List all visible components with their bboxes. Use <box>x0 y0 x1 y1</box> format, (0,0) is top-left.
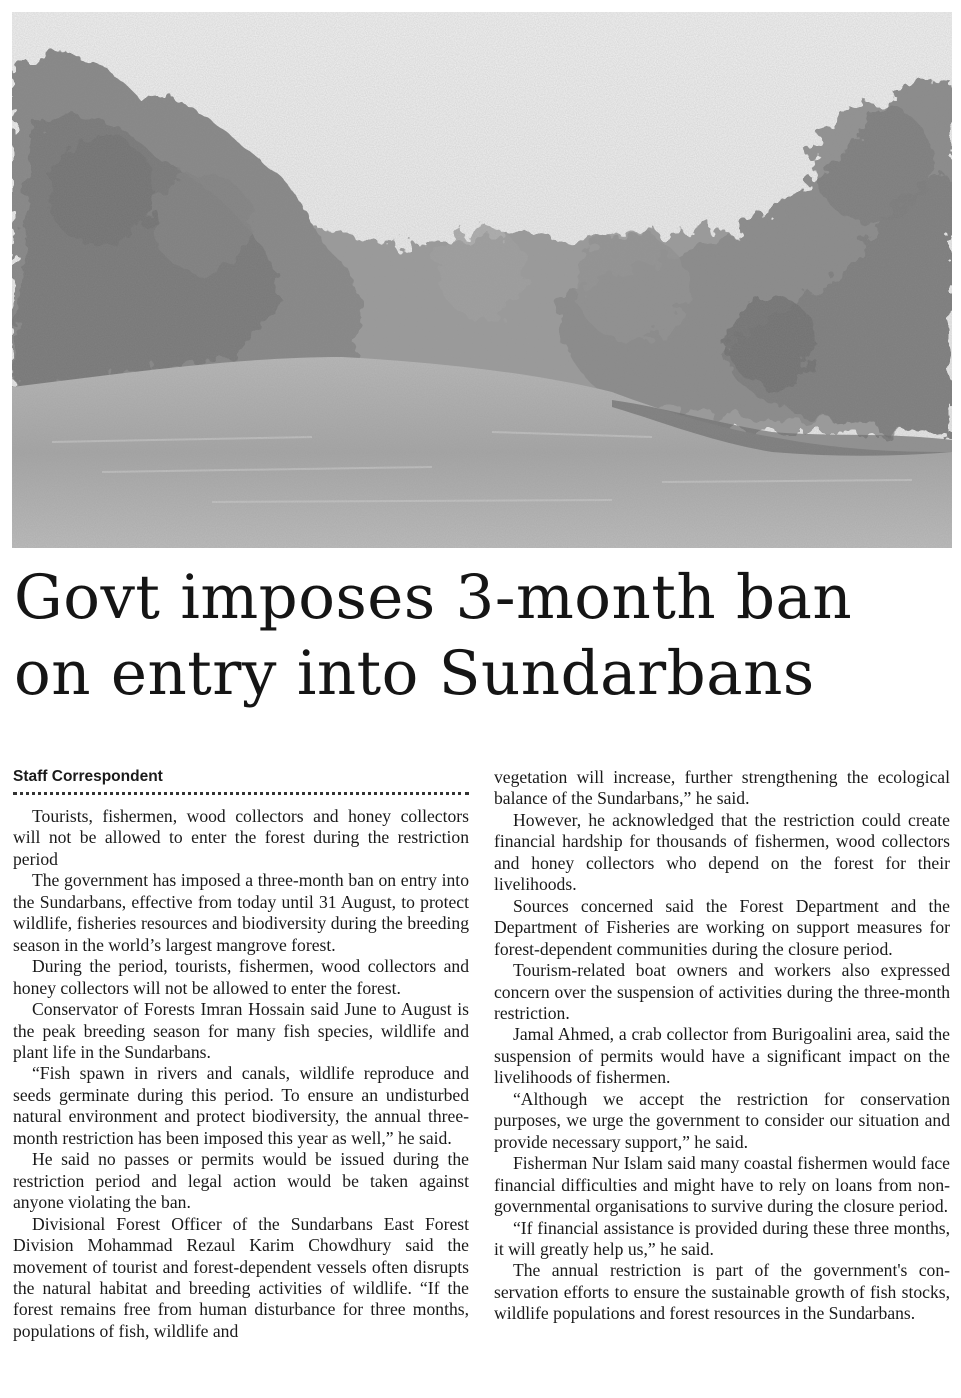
paragraph: However, he acknowledged that the restriction could create financial hardship for thousands of fishermen, wood collectors and honey collectors who depend on the forest for their livelihoods. <box>494 809 950 895</box>
article-column-left <box>13 767 469 1392</box>
paragraph: Jamal Ahmed, a crab collector from Burigoalini area, said the suspension of permits would have a significant impact on the livelihoods of fishermen. <box>494 1024 950 1088</box>
headline: Govt imposes 3-month ban on entry into Sundarbans <box>14 562 853 709</box>
paragraph: Tourism-related boat owners and workers also expressed concern over the suspension of activities during the three-month restriction. <box>494 960 950 1023</box>
paragraph: Fisherman Nur Islam said many coastal fishermen would face financial difficulties and might have to rely on loans from non-governmental organisations to survive during the closure period. <box>494 1153 950 1217</box>
paragraph: Conservator of Forests Imran Hossain said June to August is the peak breeding season for many fish species, wildlife and plant life in the Sundarbans. <box>13 999 469 1062</box>
mangrove-river-photo <box>12 12 952 548</box>
byline: Staff Correspondent <box>13 767 469 795</box>
lead-photo <box>12 12 952 548</box>
paragraph-continued: vegetation will increase, further strengthening the ecological balance of the Sundarbans,” he said. <box>494 767 950 809</box>
paragraph: The annual restriction is part of the government's conservation efforts to ensure the sustainable growth of fish stocks, wildlife populations and forest resources in the Sundarbans. <box>494 1260 950 1324</box>
paragraph: The government has imposed a three-month ban on entry into the Sundarbans, effective from today until 31 August, to protect wildlife, fisheries resources and biodiversity during the breeding season in the world’s largest mangrove forest. <box>13 870 469 955</box>
paragraph: During the period, tourists, fishermen, wood collectors and honey collectors will not be allowed to enter the forest. <box>13 956 469 998</box>
paragraph: “Although we accept the restriction for conservation purposes, we urge the government to consider our situation and provide necessary support,” he said. <box>494 1088 950 1152</box>
paragraph: “If financial assistance is provided during these three months, it will greatly help us,” he said. <box>494 1217 950 1259</box>
paragraph: Divisional Forest Officer of the Sundarbans East Forest Division Mohammad Rezaul Karim Chowdhury said the movement of tourist and forest-dependent vessels often disrupts the natural habitat and breeding activities of wildlife. “If the forest remains free from human disturbance for three months, populations of fish, wildlife and <box>13 1213 469 1341</box>
article-column-right <box>494 767 950 1392</box>
paragraph: “Fish spawn in rivers and canals, wildlife reproduce and seeds germinate during this period. To ensure an undisturbed natural environment and protect biodiversity, the annual three-month restriction has been imposed this year as well,” he said. <box>13 1063 469 1148</box>
paragraph: Tourists, fishermen, wood collectors and honey collectors will not be allowed to enter the forest during the restriction period <box>13 806 469 869</box>
paragraph: Sources concerned said the Forest Department and the Department of Fisheries are working on support measures for forest-dependent communities during the closure period. <box>494 895 950 959</box>
paragraph: He said no passes or permits would be issued during the restriction period and legal action would be taken against anyone violating the ban. <box>13 1149 469 1213</box>
